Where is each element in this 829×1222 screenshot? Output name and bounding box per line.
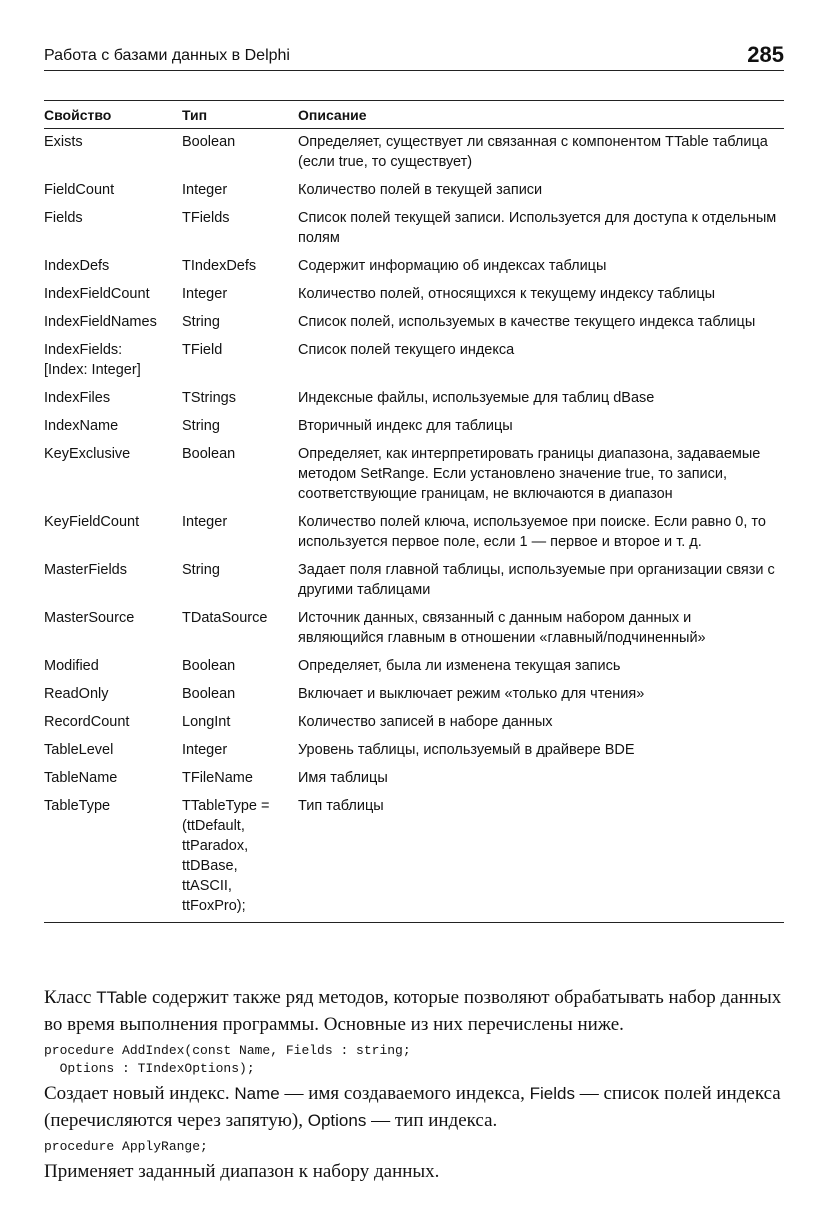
cell-description: Количество полей в текущей записи	[298, 182, 543, 198]
cell-description: Определяет, была ли изменена текущая запись	[298, 658, 621, 674]
cell-description: Определяет, существует ли связанная с компонентом TTable таблица (если true, то существует)	[298, 134, 768, 170]
cell-type: TTableType = (ttDefault, ttParadox, ttDBase, ttASCII, ttFoxPro);	[182, 793, 298, 923]
cell-description: Список полей текущего индекса	[298, 342, 515, 358]
table-row	[44, 709, 784, 737]
cell-type: Integer	[182, 182, 228, 198]
desc-text: — тип индекса.	[366, 1110, 498, 1131]
cell-description: Имя таблицы	[298, 770, 388, 786]
cell-description: Задает поля главной таблицы, используемые при организации связи с другими таблицами	[298, 562, 775, 598]
cell-type: String	[182, 562, 220, 578]
cell-type: TIndexDefs	[182, 258, 257, 274]
cell-property: KeyExclusive	[44, 446, 131, 462]
cell-type: TFileName	[182, 770, 253, 786]
cell-description: Индексные файлы, используемые для таблиц dBase	[298, 390, 655, 406]
running-title: Работа с базами данных в Delphi	[44, 47, 290, 64]
param-options: Options	[307, 1111, 367, 1130]
column-header-property: Свойство	[44, 101, 182, 129]
table-row	[44, 205, 784, 253]
cell-property: IndexFieldNames	[44, 314, 157, 330]
cell-description: Уровень таблицы, используемый в драйвере BDE	[298, 742, 635, 758]
book-page	[44, 40, 784, 1182]
table-row	[44, 385, 784, 413]
page-number: 285	[747, 42, 784, 67]
table-row	[44, 177, 784, 205]
cell-description: Количество полей, относящихся к текущему индексу таблицы	[298, 286, 716, 302]
cell-description: Источник данных, связанный с данным набором данных и являющийся главным в отношении «главный/подчиненный»	[298, 610, 706, 646]
cell-description: Определяет, как интерпретировать границы диапазона, задаваемые методом SetRange. Если установлено значение true, то записи, соответствующие границам, не включаются в диапазон	[298, 446, 761, 502]
table-row	[44, 441, 784, 509]
applyrange-description: Применяет заданный диапазон к набору данных.	[44, 1161, 440, 1182]
cell-property: IndexName	[44, 418, 119, 434]
cell-property: TableType	[44, 793, 182, 923]
table-header-row	[44, 101, 784, 129]
cell-type: String	[182, 418, 220, 434]
page-header	[44, 40, 784, 71]
intro-text: Класс	[44, 987, 97, 1008]
cell-property: KeyFieldCount	[44, 514, 140, 530]
cell-type: TDataSource	[182, 610, 268, 626]
cell-type: Boolean	[182, 658, 236, 674]
table-row	[44, 309, 784, 337]
cell-property: FieldCount	[44, 182, 115, 198]
body-text	[44, 984, 784, 1185]
cell-type: TStrings	[182, 390, 236, 406]
class-name: TTable	[96, 988, 148, 1007]
param-fields: Fields	[529, 1084, 575, 1103]
properties-table	[44, 100, 784, 923]
table-row	[44, 653, 784, 681]
table-row	[44, 737, 784, 765]
cell-property: IndexFiles	[44, 390, 111, 406]
cell-property: IndexFields: [Index: Integer]	[44, 342, 141, 378]
cell-type: Integer	[182, 514, 228, 530]
table-row	[44, 509, 784, 557]
column-header-type: Тип	[182, 101, 298, 129]
cell-type: Integer	[182, 286, 228, 302]
table-row	[44, 681, 784, 709]
cell-property: TableName	[44, 770, 118, 786]
cell-property: Fields	[44, 210, 83, 226]
table-row	[44, 765, 784, 793]
cell-property: RecordCount	[44, 714, 130, 730]
desc-text: — список полей индекса (перечисляются через запятую),	[44, 1083, 781, 1131]
cell-property: TableLevel	[44, 742, 114, 758]
cell-description: Включает и выключает режим «только для чтения»	[298, 686, 645, 702]
cell-type: LongInt	[182, 714, 231, 730]
cell-type: TFields	[182, 210, 230, 226]
code-applyrange: procedure ApplyRange;	[44, 1139, 208, 1154]
cell-property: Exists	[44, 134, 83, 150]
cell-property: IndexFieldCount	[44, 286, 150, 302]
cell-type: Boolean	[182, 446, 236, 462]
cell-description: Список полей текущей записи. Используется для доступа к отдельным полям	[298, 210, 777, 246]
table-body	[44, 129, 784, 923]
cell-property: MasterFields	[44, 562, 127, 578]
table-row	[44, 605, 784, 653]
cell-property: IndexDefs	[44, 258, 110, 274]
desc-text: — имя создаваемого индекса,	[279, 1083, 530, 1104]
cell-property: MasterSource	[44, 610, 135, 626]
cell-description: Список полей, используемых в качестве текущего индекса таблицы	[298, 314, 756, 330]
cell-property: Modified	[44, 658, 99, 674]
table-row	[44, 129, 784, 178]
cell-description: Тип таблицы	[298, 793, 784, 923]
cell-type: Boolean	[182, 134, 236, 150]
table-row	[44, 253, 784, 281]
code-addindex: procedure AddIndex(const Name, Fields : string; Options : TIndexOptions);	[44, 1043, 411, 1076]
column-header-description: Описание	[298, 101, 784, 129]
param-name: Name	[234, 1084, 280, 1103]
cell-description: Вторичный индекс для таблицы	[298, 418, 513, 434]
cell-type: Integer	[182, 742, 228, 758]
cell-description: Содержит информацию об индексах таблицы	[298, 258, 607, 274]
cell-description: Количество полей ключа, используемое при поиске. Если равно 0, то используется первое поле, если 1 — первое и второе и т. д.	[298, 514, 766, 550]
table-row	[44, 793, 784, 923]
intro-text-rest: содержит также ряд методов, которые позволяют обрабатывать набор данных во время выполнения программы. Основные из них перечислены ниже.	[44, 987, 782, 1035]
addindex-description	[44, 1080, 784, 1134]
cell-type: String	[182, 314, 220, 330]
cell-property: ReadOnly	[44, 686, 109, 702]
cell-type: Boolean	[182, 686, 236, 702]
cell-description: Количество записей в наборе данных	[298, 714, 553, 730]
table-row	[44, 281, 784, 309]
desc-text: Создает новый индекс.	[44, 1083, 235, 1104]
table-row	[44, 413, 784, 441]
table-row	[44, 337, 784, 385]
cell-type: TField	[182, 342, 223, 358]
table-row	[44, 557, 784, 605]
intro-paragraph	[44, 984, 784, 1038]
